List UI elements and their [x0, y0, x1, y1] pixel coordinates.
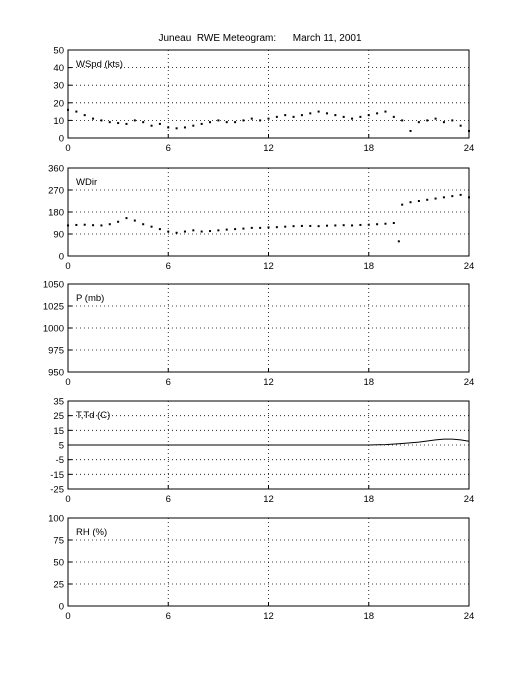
y-tick-label: 0	[58, 251, 64, 263]
data-point	[226, 229, 228, 231]
data-point	[117, 122, 119, 124]
y-tick-label: 270	[48, 185, 64, 197]
data-point	[293, 225, 295, 227]
x-tick-label: 12	[263, 611, 274, 622]
data-point	[410, 130, 412, 132]
data-point	[209, 121, 211, 123]
data-point	[234, 121, 236, 123]
data-point	[460, 194, 462, 196]
x-tick-label: 18	[363, 494, 375, 505]
x-tick-label: 18	[363, 377, 375, 388]
x-tick-label: 0	[65, 494, 71, 505]
panel-label: WDir	[76, 177, 98, 188]
data-point	[67, 109, 69, 111]
y-tick-label: 10	[53, 115, 64, 127]
y-tick-label: 1050	[42, 279, 64, 291]
data-point	[142, 223, 144, 225]
data-point	[234, 228, 236, 230]
data-point	[242, 228, 244, 230]
data-point	[159, 123, 161, 125]
data-point	[276, 226, 278, 228]
data-point	[75, 224, 77, 226]
data-point	[376, 223, 378, 225]
data-point	[368, 114, 370, 116]
y-tick-label: 975	[48, 345, 64, 357]
y-tick-label: 50	[53, 557, 64, 569]
data-point	[309, 225, 311, 227]
data-point	[343, 224, 345, 226]
data-point	[376, 112, 378, 114]
y-tick-label: 1025	[42, 301, 64, 313]
panel-t-td-c	[50, 397, 474, 506]
data-point	[134, 119, 136, 121]
data-point	[393, 222, 395, 224]
data-point	[284, 114, 286, 116]
x-tick-label: 0	[65, 261, 71, 272]
data-point	[100, 224, 102, 226]
data-point	[418, 200, 420, 202]
data-point	[301, 114, 303, 116]
data-point	[343, 116, 345, 118]
data-point	[259, 119, 261, 121]
data-point	[251, 227, 253, 229]
x-tick-label: 18	[363, 261, 375, 272]
y-tick-label: 360	[48, 163, 64, 175]
data-point	[398, 240, 400, 242]
panel-label: RH (%)	[76, 527, 108, 538]
y-tick-label: 40	[53, 63, 64, 75]
data-point	[468, 196, 470, 198]
y-tick-label: 5	[58, 440, 64, 452]
data-point	[117, 221, 119, 223]
x-tick-label: 6	[165, 143, 171, 154]
data-point	[84, 114, 86, 116]
data-point	[268, 226, 270, 228]
y-tick-label: 50	[53, 45, 64, 57]
x-tick-label: 6	[165, 377, 171, 388]
y-tick-label: -25	[50, 484, 64, 496]
data-point	[259, 227, 261, 229]
data-point	[418, 121, 420, 123]
y-tick-label: 75	[53, 535, 64, 547]
x-tick-label: 0	[65, 611, 71, 622]
x-tick-label: 18	[363, 611, 375, 622]
data-point	[284, 226, 286, 228]
data-point	[401, 204, 403, 206]
x-tick-label: 18	[363, 143, 375, 154]
data-point	[309, 112, 311, 114]
data-point	[326, 112, 328, 114]
data-point	[109, 223, 111, 225]
data-point	[435, 118, 437, 120]
data-point	[217, 119, 219, 121]
data-point	[351, 224, 353, 226]
x-tick-label: 12	[263, 261, 274, 272]
y-tick-label: 25	[53, 411, 64, 423]
data-point	[443, 196, 445, 198]
data-point	[92, 118, 94, 120]
data-point	[109, 121, 111, 123]
data-point	[142, 121, 144, 123]
data-point	[167, 126, 169, 128]
y-tick-label: 0	[58, 601, 64, 613]
data-point	[176, 127, 178, 129]
data-point	[435, 198, 437, 200]
data-point	[167, 231, 169, 233]
data-point	[201, 123, 203, 125]
data-point	[451, 195, 453, 197]
y-tick-label: -15	[50, 469, 64, 481]
data-point	[125, 217, 127, 219]
panel-label: T,Td (C)	[76, 410, 111, 421]
data-point	[192, 229, 194, 231]
data-point	[359, 116, 361, 118]
x-tick-label: 24	[463, 494, 475, 505]
data-point	[151, 125, 153, 127]
panel-p-mb	[43, 280, 474, 389]
data-point	[276, 116, 278, 118]
panel-wdir	[48, 164, 474, 273]
data-point	[293, 116, 295, 118]
data-point	[151, 226, 153, 228]
data-point	[351, 118, 353, 120]
x-tick-label: 6	[165, 494, 171, 505]
data-point	[134, 220, 136, 222]
panel-rh	[48, 514, 474, 623]
panel-label: WSpd (kts)	[76, 59, 123, 70]
y-tick-label: 100	[48, 513, 64, 525]
y-tick-label: 15	[53, 425, 64, 437]
x-tick-label: 12	[263, 494, 274, 505]
x-tick-label: 0	[65, 377, 71, 388]
data-point	[192, 125, 194, 127]
data-point	[92, 224, 94, 226]
y-tick-label: 180	[48, 207, 64, 219]
data-point	[368, 224, 370, 226]
data-point	[393, 116, 395, 118]
data-point	[226, 121, 228, 123]
y-tick-label: -5	[55, 455, 64, 467]
data-point	[75, 111, 77, 113]
data-point	[334, 114, 336, 116]
y-tick-label: 30	[53, 80, 64, 92]
data-point	[201, 231, 203, 233]
data-point	[268, 118, 270, 120]
data-point	[468, 130, 470, 132]
data-point	[251, 118, 253, 120]
data-point	[125, 123, 127, 125]
y-tick-label: 25	[53, 579, 64, 591]
data-point	[384, 111, 386, 113]
data-point	[184, 126, 186, 128]
x-tick-label: 6	[165, 611, 171, 622]
y-tick-label: 0	[58, 133, 64, 145]
data-point	[318, 225, 320, 227]
x-tick-label: 24	[463, 143, 475, 154]
x-tick-label: 24	[463, 611, 475, 622]
data-point	[401, 119, 403, 121]
data-point	[426, 119, 428, 121]
panel-wspd-kts	[53, 46, 474, 155]
data-point	[67, 224, 69, 226]
data-point	[451, 119, 453, 121]
data-point	[301, 225, 303, 227]
data-point	[410, 201, 412, 203]
data-point	[443, 121, 445, 123]
x-tick-label: 12	[263, 143, 274, 154]
data-point	[84, 224, 86, 226]
data-point	[359, 224, 361, 226]
data-point	[242, 119, 244, 121]
panel-label: P (mb)	[76, 293, 105, 304]
x-tick-label: 0	[65, 143, 71, 154]
y-tick-label: 950	[48, 367, 64, 379]
data-point	[460, 125, 462, 127]
data-point	[176, 232, 178, 234]
x-tick-label: 24	[463, 261, 475, 272]
y-tick-label: 90	[53, 229, 64, 241]
x-tick-label: 12	[263, 377, 274, 388]
x-tick-label: 6	[165, 261, 171, 272]
data-point	[184, 231, 186, 233]
data-point	[209, 230, 211, 232]
data-point	[426, 199, 428, 201]
data-point	[318, 111, 320, 113]
data-point	[326, 225, 328, 227]
y-tick-label: 1000	[42, 323, 64, 335]
figure-title: Juneau RWE Meteogram: March 11, 2001	[158, 33, 362, 44]
x-tick-label: 24	[463, 377, 475, 388]
data-point	[100, 119, 102, 121]
data-point	[159, 228, 161, 230]
data-point	[384, 223, 386, 225]
data-point	[217, 229, 219, 231]
y-tick-label: 35	[53, 396, 64, 408]
y-tick-label: 20	[53, 98, 64, 110]
data-point	[334, 224, 336, 226]
